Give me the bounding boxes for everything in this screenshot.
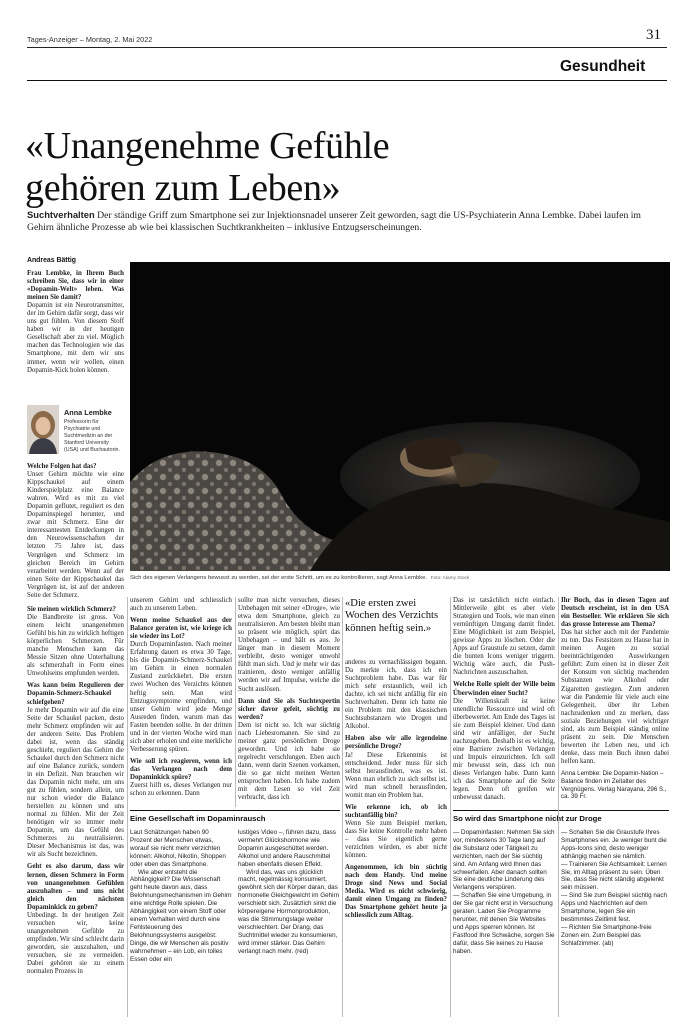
sidebar1-title: Eine Gesellschaft im Dopaminrausch [130,814,266,823]
column-1-bottom [27,606,124,1016]
portrait-image [27,405,59,454]
sidebar2-item-5: — Sind Sie zum Beispiel süchtig nach Apps und Nachrichten auf dem Smartphone, legen Sie ein bestimmtes Zeitlimit fest. [561,892,668,923]
sidebar2-item-6 [561,924,669,948]
headline [25,125,389,209]
question-1: Frau Lembke, in Ihrem Buch schreiben Sie, dass wir in einer «Dopamin-Welt» leben. Was meinen Sie damit? [27,270,124,302]
publication-date: Tages-Anzeiger – Montag, 2. Mai 2022 [27,35,153,44]
answer-8-continued: anderes zu vernachlässigen begann. Da merkte ich, dass ich ein Suchtproblem habe. Das war für mich sehr erstaunlich, weil ich dachte, ich sei nicht anfällig für ein Suchtverhalten. Denn ich hatte nie ein Problem mit den klassischen Suchtsubstanzen wie Drogen und Alkohol. [345,659,447,731]
sidebar1-p4 [238,869,340,956]
column-divider [235,597,236,807]
answer-9: Ja! Diese Erkenntnis ist entscheidend. Jeder muss für sich selbst herausfinden, was es ist. Wenn man ehrlich zu sich selbst ist, wird man schnell herausfinden, womit man ein Problem hat. [345,751,447,799]
column-divider [450,597,451,1017]
answer-2: Unser Gehirn möchte wie eine Kippschaukel auf einem Kinderspielplatz eine Balance wahren. Wird es mit zu viel Dopamin geflutet, reguliert es den Dopaminspiegel herunter, und zwar mit Schmerz. Eine der interessantesten Entdeckungen in den Neurowissenschaften der letzten 75 Jahre ist, dass Vergnügen und Schmerz im gleichen Bereich im Gehirn verarbeitet werden. Wenn auf der einen Seite der Kippschaukel das Vergnügen ist, ist auf der anderen Seite der Schmerz. [27,471,124,599]
sidebar2-item-2: — Schaffen Sie eine Umgebung, in der Sie gar nicht erst in Versuchung geraten. Laden Sie Programme herunter, mit denen Sie Websites und Apps sperren können. Ist Fastfood Ihre Schwäche, sorgen Sie dafür, dass Sie keines zu Hause haben. [453,892,555,955]
question-2: Welche Folgen hat das? [27,463,97,470]
portrait-name: Anna Lembke [64,408,112,417]
column-5 [453,597,555,807]
answer-13: Das hat sicher auch mit der Pandemie zu tun. Das Festsitzen zu Hause hat in meinen Augen zu sozial beeinträchtigenden Auswirkungen geführt: Zum einen ist in dieser Zeit der Konsum von süchtig machenden Substanzen wie Alkohol oder Zigaretten gestiegen. Zum anderen war die Pandemie für viele auch eine Gelegenheit, über ihr Leben nachzudenken und zu merken, dass soziale Beziehungen viel wichtiger sind, als zum Beispiel ständig online präsent zu sein. Die Menschen bewerten ihr Leben neu, und ich denke, dass mein Buch ihnen dabei helfen kann. [561,629,669,765]
portrait [27,405,59,454]
question-8: Dann sind Sie als Suchtexpertin sicher davor gefeit, süchtig zu werden? [238,697,340,721]
sidebar2-item-3: — Schalten Sie die Graustufe Ihres Smartphones ein. Je weniger bunt die Apps-Icons sind, desto weniger abhängig machen sie nämlich. [561,829,667,860]
sidebar1-col-1 [130,829,232,1017]
answer-5: Unbedingt. In der heutigen Zeit versuchen wir, keine unangenehmen Gefühle zu empfinden. Wir sind schlecht darin geworden, sie auszuhalten, und versuchen, sie zu vermeiden. Dabei gehören sie zu einem normalen Prozess in [27,911,124,976]
headline-line-1: «Unangenehme Gefühle [25,125,390,167]
question-11: Angenommen, ich bin süchtig nach dem Handy. Und meine Droge sind News und Social Media. Wird es nicht schwierig, damit einen Umgang zu finden? Das Smartphone gehört heute ja schliesslich zum Alltag. [345,864,447,920]
sidebar1-p2: Wie aber entsteht die Abhängigkeit? Die Wissenschaft geht heute davon aus, dass Belohnungsmechanismen im Gehirn eine wichtige Rolle spielen. Die Abhängigkeit von einem Stoff oder einem Verhalten wird durch eine Fehlsteuerung des Belohnungssystems ausgelöst: Dinge, die wir Menschen als positiv wahrnehmen – ein Lob, ein tolles Essen oder ein [130,868,232,963]
question-13: Ihr Buch, das in diesen Tagen auf Deutsch erscheint, ist in den USA ein Bestseller. Wie erklären Sie sich das grosse Interesse am Thema? [561,597,669,629]
section-label: Gesundheit [560,58,646,75]
lead-paragraph [27,209,652,234]
column-divider [342,597,343,1017]
question-3: Sie meinen wirklich Schmerz? [27,606,116,613]
column-3 [238,597,340,807]
sidebar1-credit: (red) [295,947,309,955]
sidebar2-credit: (ab) [602,939,614,947]
column-divider [558,597,559,1017]
sidebar2-col-2 [561,829,669,1017]
header-rule [27,47,667,48]
sidebar2-item-6-text: — Richten Sie Smartphone-freie Zonen ein. Zum Beispiel das Schlafzimmer. [561,923,652,947]
book-info: Anna Lembke: Die Dopamin-Nation – Balance finden im Zeitalter des Vergnügens. Verlag Narayana, 296 S., ca. 39 Fr. [561,769,667,801]
photo-caption-text: Sich des eigenen Verlangens bewusst zu werden, sei der erste Schritt, um es zu kontrollieren, sagt Anna Lembke. [130,575,427,581]
answer-6: Durch Dopaminfasten. Nach meiner Erfahrung dauert es etwa 30 Tage, bis die Dopamin-Schmerz-Schaukel im Gehirn in einen normalen Zustand zurückkehrt. Die ersten zwei Wochen des Verzichts können heftig sein. Man wird Entzugssymptome empfinden, und unser Gehirn wird jede Menge Ausreden finden, warum man das Fasten beenden sollte. In der dritten und in der vierten Woche wird man sich aber erholen und eine merkliche Verbesserung spüren. [130,641,232,753]
section-rule [27,80,667,81]
answer-7-continued: sollte man nicht versuchen, dieses Unbehagen mit seiner «Droge», wie etwa dem Smartphone, gleich zu neutralisieren. Am besten bleibt man so präsent wie möglich, spürt das Unbehagen – und hält es aus. Je länger man in diesem Moment verbleibt, desto weniger unwohl fühlt man sich. Und je mehr wir das trainieren, desto weniger anfällig werden wir auf Impulse, welche die Sucht auslösen. [238,597,340,693]
question-4: Was kann beim Regulieren der Dopamin-Schmerz-Schaukel schiefgehen? [27,682,124,706]
sidebar1-p4-text: Wird das, was uns glücklich macht, regelmässig konsumiert, gewöhnt sich der Körper daran, das hormonelle Gleichgewicht im Gehirn verschiebt sich. Zusätzlich sinkt die körpereigene Hormonproduktion, was die Stimmungslage weiter verschlechtert. Der Drang, das Suchtmittel wieder zu konsumieren, wird immer stärker. Das Gehirn verlangt nach mehr. [238,868,340,955]
question-10: Wie erkenne ich, ob ich suchtanfällig bin? [345,803,447,819]
sidebar2-rule [453,810,669,811]
question-5: Geht es also darum, dass wir lernen, diesen Schmerz in Form von unangenehmen Gefühlen auszuhalten – und uns nicht gleich den nächsten Dopaminkick zu geben? [27,863,124,911]
sidebar2-col-1 [453,829,555,1017]
column-1-mid [27,463,124,603]
question-12: Welche Rolle spielt der Wille beim Überwinden einer Sucht? [453,681,555,697]
question-6: Wenn meine Schaukel aus der Balance geraten ist, wie kriege ich sie wieder ins Lot? [130,617,232,641]
answer-1: Dopamin ist ein Neurotransmitter, der im Gehirn dafür sorgt, dass wir uns gut fühlen. Von diesem Stoff haben wir in der heutigen Gesellschaft aber zu viel. Möglich machen das Technologien wie das Smartphone, mit dem wir uns immer, wenn wir wollen, einen Dopamin-Kick holen können. [27,302,124,374]
sidebar1-p3: lustiges Video –, führen dazu, dass vermehrt Glückshormone wie Dopamin ausgeschüttet werden. Alkohol und andere Rauschmittel haben ebenfalls diesen Effekt. [238,829,336,868]
kicker: Suchtverhalten [27,209,95,220]
sidebar1-rule [130,810,340,811]
answer-8: Dem ist nicht so. Ich war süchtig nach Liebesromanen. Sie sind zu meiner ganz persönlichen Droge geworden. Und ich habe sie regelrecht verschlungen. Eben auch dann, wenn darin Szenen vorkamen, die so gar nicht meinen Werten entsprochen haben. Ich habe zudem mit dem Lesen so viel Zeit verbracht, dass ich [238,721,340,802]
answer-4: Je mehr Dopamin wir auf die eine Seite der Schaukel packen, desto mehr Schmerz empfinden wir auf der anderen Seite. Das Problem dabei ist, wenn das ständig geschieht, reguliert das Gehirn die Schaukel durch den Schmerz nicht auf eine Balance zurück, sondern in ein Defizit. Nun brauchen wir das Dopamin nicht mehr, um uns gut zu fühlen, sondern allein, um nur schon wieder die Balance herstellen zu können und uns normal zu fühlen. Mit der Zeit benötigen wir so immer mehr Dopamin, um das Gefühl des Schmerzes zu neutralisieren. Dieser Mechanismus ist das, was wir als Sucht bezeichnen. [27,706,124,859]
answer-10: Wenn Sie zum Beispiel merken, dass Sie keine Kontrolle mehr haben – dass Sie eigentlich gerne verzichten würden, es aber nicht können. [345,819,447,860]
sidebar1-col-2 [238,829,340,1017]
question-9: Haben also wir alle irgendeine persönliche Droge? [345,735,447,751]
sidebar2-item-1: — Dopaminfasten: Nehmen Sie sich vor, mindestens 30 Tage lang auf die Substanz oder Tätigkeit zu verzichten, nach der Sie süchtig sind. Am Anfang wird Ihnen das schwerfallen. Aber danach sollten Sie eine deutliche Linderung des Verlangens verspüren. [453,829,555,892]
pull-quote: «Die ersten zwei Wochen des Verzichts können heftig sein.» [345,598,439,634]
column-2 [130,597,232,807]
question-7: Wie soll ich reagieren, wenn ich das Verlangen nach dem Dopaminkick spüre? [130,757,232,781]
answer-11: Das ist tatsächlich nicht einfach. Mittlerweile gibt es aber viele Strategien und Tools, wie man einen vernünftigen Umgang damit findet. Eine Möglichkeit ist zum Beispiel, gewisse Apps zu löschen. Oder die Apps auf Graustufe zu setzen, damit die bunten Icons weniger triggern. Wichtig wäre auch, die Push-Nachrichten auszuschalten. [453,597,555,677]
portrait-bio: Professorin für Psychiatrie und Suchtmedizin an der Stanford University (USA) und Buchautorin. [64,419,120,453]
photo-caption [130,575,670,581]
answer-3: Die Bandbreite ist gross. Von einem leicht unangenehmen Gefühl bis hin zu wirklich heftigen körperlichen Schmerzen. Für manche Menschen kann das Messie Sitzen ohne Unterhaltung als schmerzhaft in Form eines Unwohlseins empfunden werden. [27,614,124,678]
lead-text: Der ständige Griff zum Smartphone sei zur Injektionsnadel unserer Zeit geworden, sagt die US-Psychiaterin Anna Lembke. Dabei laufen im Gehirn ähnliche Prozesse ab wie bei klassischen Suchtkrankheiten – inklusive Entzugserscheinungen. [27,210,641,234]
column-4 [345,659,447,1016]
page-number: 31 [646,27,661,43]
photo-credit: Foto: Alamy Stock [430,576,470,581]
column-6 [561,597,669,807]
column-1-top [27,270,124,402]
article-photo [130,262,670,571]
answer-5-continued: unserem Gehirn und schliesslich auch zu unserem Leben. [130,597,232,613]
photo-illustration [130,262,670,571]
sidebar2-title: So wird das Smartphone nicht zur Droge [453,814,602,823]
sidebar2-item-4: — Trainieren Sie Achtsamkeit: Lernen Sie, im Alltag präsent zu sein. Üben Sie, dass Sie nicht ständig abgelenkt sein müssen. [561,860,667,892]
headline-line-2: gehören zum Leben» [25,167,341,209]
author: Andreas Bättig [27,257,77,264]
answer-12: Die Willenskraft ist keine unendliche Ressource und wird oft überbewertet. Am Ende des Tages ist sie zum Beispiel kleiner. Und dann sind wir anfälliger, der Sucht nachzugeben. Deshalb ist es wichtig, eine Barriere zwischen Verlangen und Impuls einzurichten. Ich soll mir bewusst sein, dass ich nun dieses Verlangen habe. Dann kann ich das Smartphone auf die Seite legen. Denn oft greifen wir unbewusst danach. [453,697,555,802]
column-divider [127,597,128,1017]
answer-7: Zuerst hilft es, dieses Verlangen nur schon zu erkennen. Dann [130,782,232,798]
sidebar1-p1: Laut Schätzungen haben 90 Prozent der Menschen etwas, worauf sie nicht mehr verzichten können: Alkohol, Nikotin, Shoppen oder eben das Smartphone. [130,829,226,868]
